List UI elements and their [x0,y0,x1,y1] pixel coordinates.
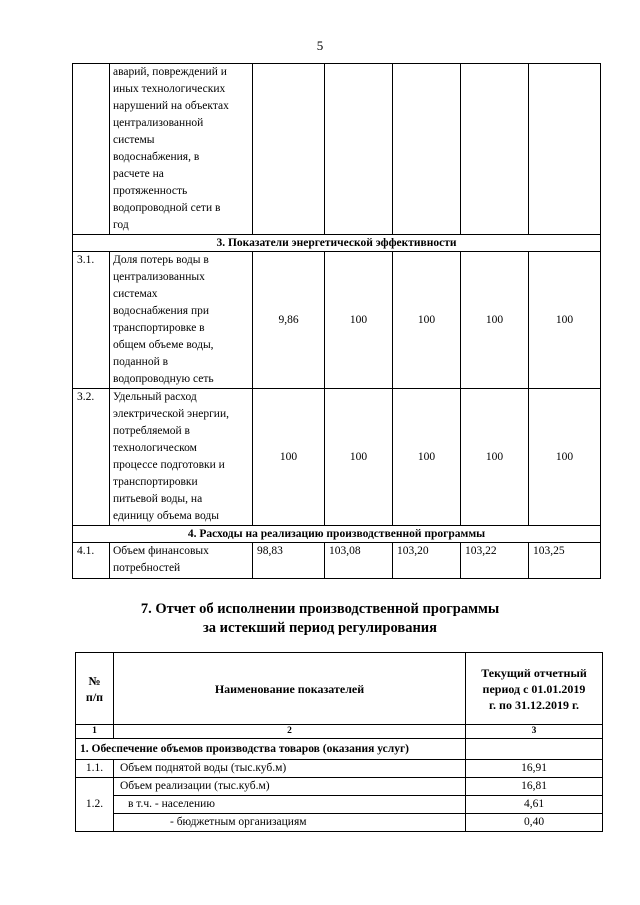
header-period-line: Текущий отчетный [481,665,587,680]
name-line: транспортировке в [113,322,205,334]
column-index: 2 [114,725,466,739]
section-row [73,526,601,543]
value-cell [393,64,461,235]
table-row [73,389,601,526]
name-line: потребляемой в [113,425,190,437]
name-line: поданной в [113,356,169,368]
name-line: питьевой воды, на [113,493,203,505]
indicator-value: 0,40 [466,814,603,832]
table-row [73,64,601,235]
indicator-value: 16,91 [466,760,603,778]
value-cell: 100 [461,252,529,389]
name-line: Доля потерь воды в [113,254,209,266]
table-row [76,796,603,814]
name-line: технологическом [113,442,197,454]
name-line: системах [113,288,158,300]
efficiency-indicators-table [72,63,601,579]
column-index: 3 [466,725,603,739]
section-row [73,235,601,252]
name-line: единицу объема воды [113,510,219,522]
name-line: потребностей [113,562,181,574]
section-heading: 3. Показатели энергетической эффективности [73,235,601,252]
table-row [76,814,603,832]
section-heading: 1. Обеспечение объемов производства товаров (оказания услуг) [76,739,466,760]
section-row [76,739,603,760]
indicator-name: Объем реализации (тыс.куб.м) [114,778,466,796]
indicator-name: в т.ч. - населению [114,796,466,814]
value-cell [325,64,393,235]
name-line: системы [113,134,155,146]
name-line: Объем финансовых [113,545,209,557]
table-row [76,778,603,796]
name-line: Удельный расход [113,391,197,403]
name-line: нарушений на объектах [113,100,229,112]
section-7-title-line1: 7. Отчет об исполнении производственной программы [140,601,500,617]
empty-cell [466,739,603,760]
header-number [76,653,114,725]
value-cell: 100 [393,252,461,389]
name-line: иных технологических [113,83,226,95]
row-number: 3.2. [73,389,110,526]
value-cell: 98,83 [253,543,325,579]
row-number: 1.1. [76,760,114,778]
name-line: протяженность [113,185,188,197]
section-7-title [0,600,640,638]
value-cell [253,64,325,235]
value-cell: 100 [325,252,393,389]
indicator-name: - бюджетным организациям [114,814,466,832]
header-row [76,653,603,725]
page-number: 5 [316,38,324,53]
indicator-name: Объем поднятой воды (тыс.куб.м) [114,760,466,778]
name-line: водоснабжения при [113,305,210,317]
header-period-line: период с 01.01.2019 [482,681,586,696]
value-cell [529,64,601,235]
value-cell: 100 [461,389,529,526]
row-number: 4.1. [73,543,110,579]
name-line: водоснабжения, в [113,151,200,163]
value-cell: 100 [325,389,393,526]
row-number-cell [73,64,110,235]
indicator-value: 4,61 [466,796,603,814]
section-heading: 4. Расходы на реализацию производственной программы [73,526,601,543]
value-cell: 103,22 [461,543,529,579]
table-row [73,252,601,389]
indicator-value: 16,81 [466,778,603,796]
indicator-name-cell [110,543,253,579]
name-line: год [113,219,129,231]
header-period-line: г. по 31.12.2019 г. [488,697,580,712]
value-cell [461,64,529,235]
name-line: процессе подготовки и [113,459,225,471]
section-7-title-line2: за истекший период регулирования [202,620,438,636]
name-line: водопроводную сеть [113,373,214,385]
table-row [76,760,603,778]
value-cell: 100 [529,389,601,526]
value-cell: 103,20 [393,543,461,579]
header-number-line: п/п [85,689,104,704]
indicator-name-cell [110,64,253,235]
column-index: 1 [76,725,114,739]
table-row [73,543,601,579]
name-line: водопроводной сети в [113,202,221,214]
value-cell: 100 [393,389,461,526]
value-cell: 100 [529,252,601,389]
indicator-name-cell [110,252,253,389]
name-line: транспортировки [113,476,198,488]
header-number-line: № [88,673,101,688]
name-line: общем объеме воды, [113,339,214,351]
row-number: 3.1. [73,252,110,389]
value-cell: 103,25 [529,543,601,579]
name-line: централизованной [113,117,204,129]
header-name: Наименование показателей [114,653,466,725]
value-cell: 100 [253,389,325,526]
indicator-name-cell [110,389,253,526]
index-row [76,725,603,739]
name-line: электрической энергии, [113,408,229,420]
value-cell: 103,08 [325,543,393,579]
header-period [466,653,603,725]
program-report-table [75,652,603,832]
row-number: 1.2. [76,778,114,832]
name-line: централизованных [113,271,205,283]
name-line: расчете на [113,168,164,180]
name-line: аварий, повреждений и [113,66,227,78]
value-cell: 9,86 [253,252,325,389]
